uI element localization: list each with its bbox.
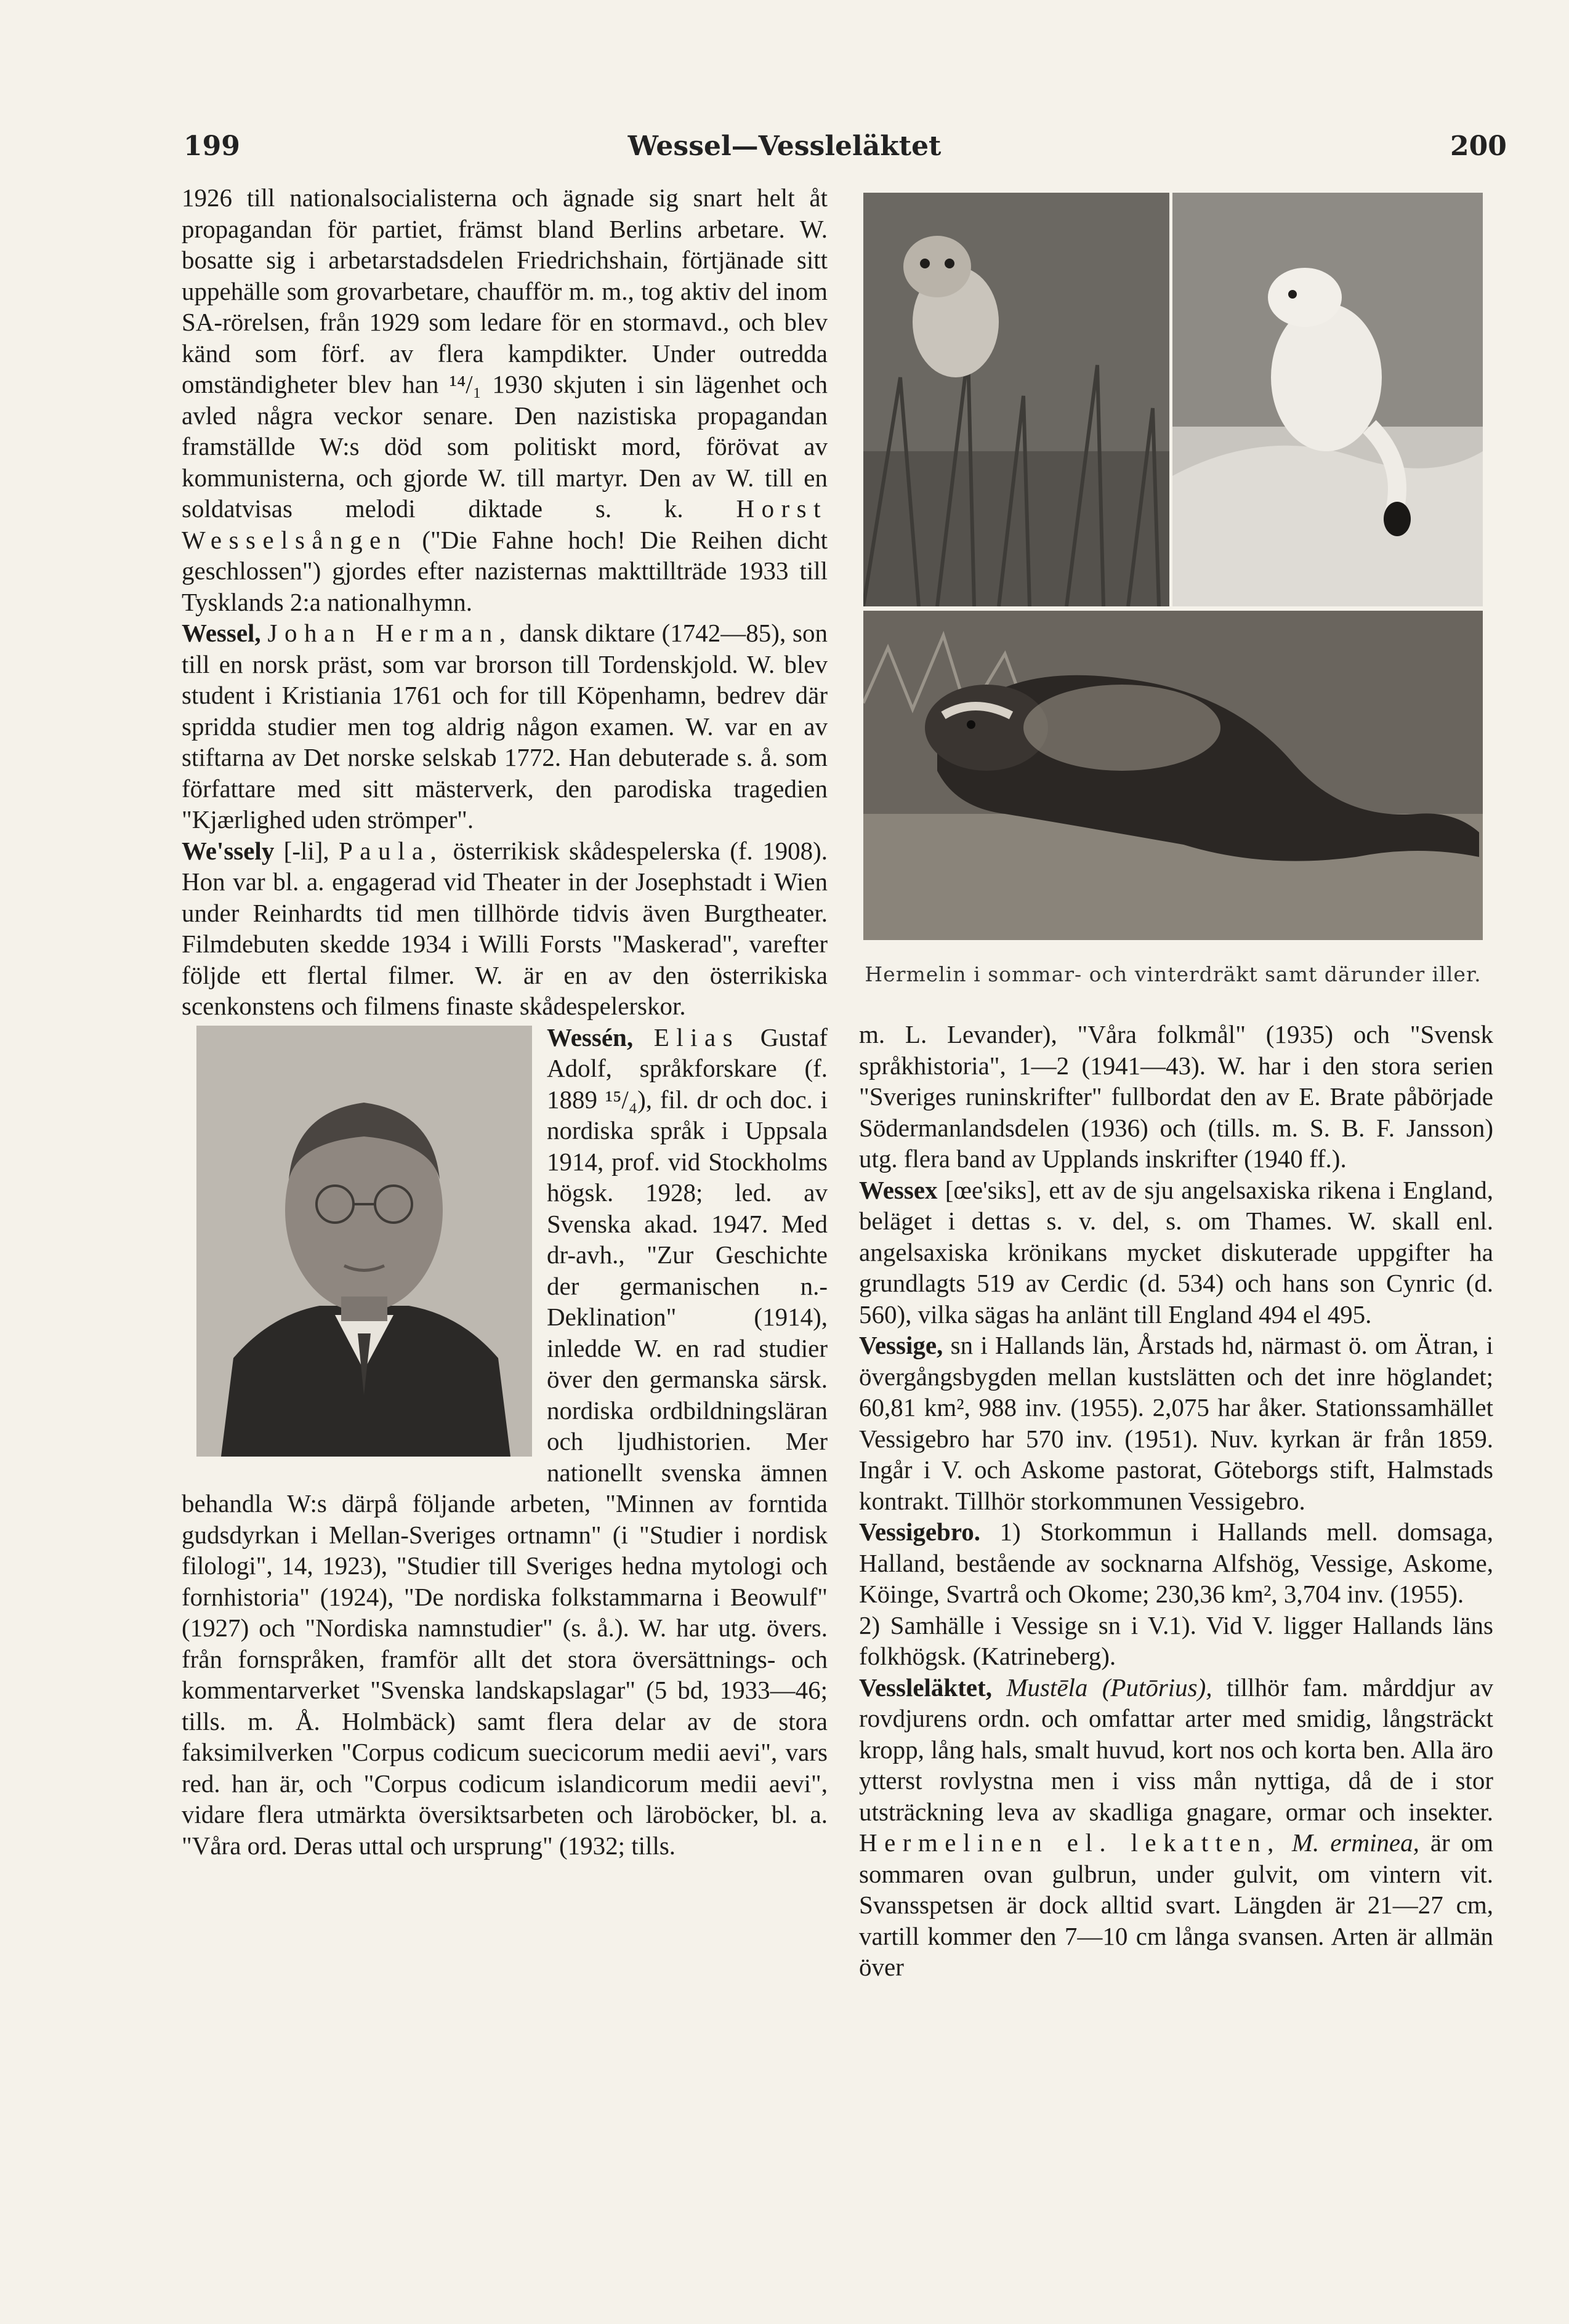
- paragraph-wessel-horst-cont: 1926 till nationalsocialisterna och ägnade sig snart helt åt propagandan för partiet, främst bland Berlins arbetare. W. bosatte sig i arbetarstadsdelen Friedrichshain, förtjänade sitt uppehälle som grovarbetare, chaufför m. m., tog aktiv del inom SA-rörelsen, från 1929 som ledare för en stormavd., och blev känd som förf. av flera kampdikter. Under outredda omständigheter blev han ¹⁴/₁ 1930 skjuten i sin lägenhet och avled några veckor senare. Den nazistiska propagandan framställde W:s död som politiskt mord, förövat av kommunisterna, och gjorde W. till martyr. Den av W. till en soldatvisas melodi diktade s. k. Horst Wesselsången ("Die Fahne hoch! Die Reihen dicht geschlossen") gjordes efter nazisternas makttillträde 1933 till Tysklands 2:a nationalhymn.: [182, 183, 828, 616]
- page-number-left: 199: [184, 131, 240, 162]
- photo-ermine-summer: [863, 193, 1169, 606]
- right-column: [859, 1019, 1493, 1983]
- photo-polecat: [863, 611, 1483, 940]
- entry-wessely: We'ssely [-li], Paula, österrikisk skådespelerska (f. 1908). Hon var bl. a. engagerad vid Theater in der Josephstadt i Wien under Reinhardts tid men tillhörde tidvis även Burgtheater. Filmdebuten skedde 1934 i Willi Forsts "Maskerad", varefter följde ett flertal filmer. W. är en av den österrikiska scenkonstens och filmens finaste skådespelerskor.: [182, 836, 828, 1020]
- portrait-photo: [196, 1026, 532, 1457]
- headword: Vessleläktet,: [859, 1673, 992, 1702]
- headword: We'ssely: [182, 836, 275, 865]
- entry-vessigebro: Vessigebro. 1) Storkommun i Hallands mell. domsaga, Halland, bestående av socknarna Alfshög, Vessige, Askome, Köinge, Svartrå och Okome; 230,36 km², 3,704 inv. (1955).: [859, 1518, 1494, 1608]
- headword: Vessige,: [859, 1331, 943, 1359]
- entry-wessen: Wessén, Elias Gustaf Adolf, språkforskare (f. 1889 ¹⁵/₄), fil. dr och doc. i nordiska språk i Uppsala 1914, prof. vid Stockholms högsk. 1928; led. av Svenska akad. 1947. Med dr-avh., "Zur Geschichte der germanischen n.-Deklination" (1914), inledde W. en rad studier över den germanska särsk. nordiska ordbildningsläran och ljudhistorien. Mer nationellt svenska ämnen behandla W:s därpå följande arbeten, "Minnen av forntida gudsdyrkan i Mellan-Sveriges ortnamn" (i "Studier i nordisk filologi", 14, 1923), "Studier till Sveriges hedna mytologi och fornhistoria" (1924), "De nordiska folkstammarna i Beowulf" (1927) och "Nordiska namnstudier" (s. å.). W. har utg. övers. från fornspråken, framför allt det stora översättnings- och kommentarverket "Svenska landskapslagar" (5 bd, 1933—46; tills. m. Å. Holmbäck) samt flera delar av de stora faksimilverken "Corpus codicum suecicorum medii aevi", vars red. han är, och "Corpus codicum islandicorum medii aevi", vidare flera utmärkta översiktsarbeten och läroböcker, bl. a. "Våra ord. Deras uttal och ursprung" (1932; tills.: [182, 1023, 828, 1860]
- headword: Wessén,: [547, 1023, 634, 1051]
- ermine-winter-image: [1172, 193, 1483, 606]
- entry-vessige: Vessige, sn i Hallands län, Årstads hd, närmast ö. om Ätran, i övergångsbygden mellan kustslätten och det inre höglandet; 60,81 km², 988 inv. (1955). 2,075 har åker. Stationssamhället Vessigebro har 570 inv. (1951). Nuv. kyrkan är från 1859. Ingår i V. och Askome pastorat, Göteborgs stift, Halmstads kontrakt. Tillhör storkommunen Vessigebro.: [859, 1331, 1493, 1515]
- paragraph-wessen-cont: m. L. Levander), "Våra folkmål" (1935) och "Svensk språkhistoria", 1—2 (1941—43). W. har i den stora serien "Sveriges runinskrifter" fullbordat den av E. Brate påbörjade Södermanlandsdelen (1936) och (tills. m. S. B. F. Jansson) utg. flera band av Upplands inskrifter (1940 ff.).: [859, 1020, 1493, 1173]
- paragraph-vessigebro-2: 2) Samhälle i Vessige sn i V.1). Vid V. ligger Hallands läns folkhögsk. (Katrineberg).: [859, 1610, 1493, 1670]
- page-number-right: 200: [1450, 131, 1507, 162]
- polecat-image: [863, 611, 1483, 940]
- entry-wessex: Wessex [œe'siks], ett av de sju angelsaxiska rikena i England, beläget i dettas s. v. del, s. om Thames. W. skall enl. angelsaxiska krönikans mycket diskuterade uppgifter ha grundlagts 519 av Cerdic (d. 534) och hans son Cynric (d. 560), vilka sägas ha anlänt till England 494 el 495.: [859, 1175, 1493, 1329]
- running-title: Wessel—Vessleläktet: [627, 131, 942, 162]
- photo-caption: Hermelin i sommar- och vinterdräkt samt därunder iller.: [865, 962, 1482, 986]
- entry-vesslelaktet: Vessleläktet, Mustēla (Putōrius), tillhör fam. mårddjur av rovdjurens ordn. och omfattar arter med smidig, långsträckt kropp, lång hals, smalt huvud, kort nos och korta ben. Alla äro ytterst rovlystna men i viss mån nyttiga, då de i stor utsträckning leva av skadliga gnagare, ormar och insekter. Hermelinen el. lekatten, M. erminea, är om sommaren ovan gulbrun, under gulvit, om vintern vit. Svansspetsen är dock alltid svart. Längden är 21—27 cm, vartill kommer den 7—10 cm långa svansen. Arten är allmän över: [859, 1673, 1494, 1981]
- headword: Wessex: [859, 1175, 938, 1204]
- photo-ermine-winter: [1172, 193, 1483, 606]
- left-column: [182, 182, 828, 1861]
- headword: Wessel,: [182, 619, 261, 647]
- ermine-summer-image: [863, 193, 1169, 606]
- portrait-image: [196, 1026, 532, 1457]
- headword: Vessigebro.: [859, 1518, 981, 1546]
- entry-wessel-johan-herman: Wessel, Johan Herman, dansk diktare (1742—85), son till en norsk präst, som var brorson till Tordenskjold. W. blev student i Kristiania 1761 och for till Köpenhamn, bedrev där spridda studier men tog aldrig någon examen. W. var en av stiftarna av Det norske selskab 1772. Han debuterade s. å. som författare med sitt mästerverk, den parodiska tragedien "Kjærlighed uden strömper".: [182, 619, 828, 834]
- spaced-term: Horst Wesselsången: [182, 494, 828, 554]
